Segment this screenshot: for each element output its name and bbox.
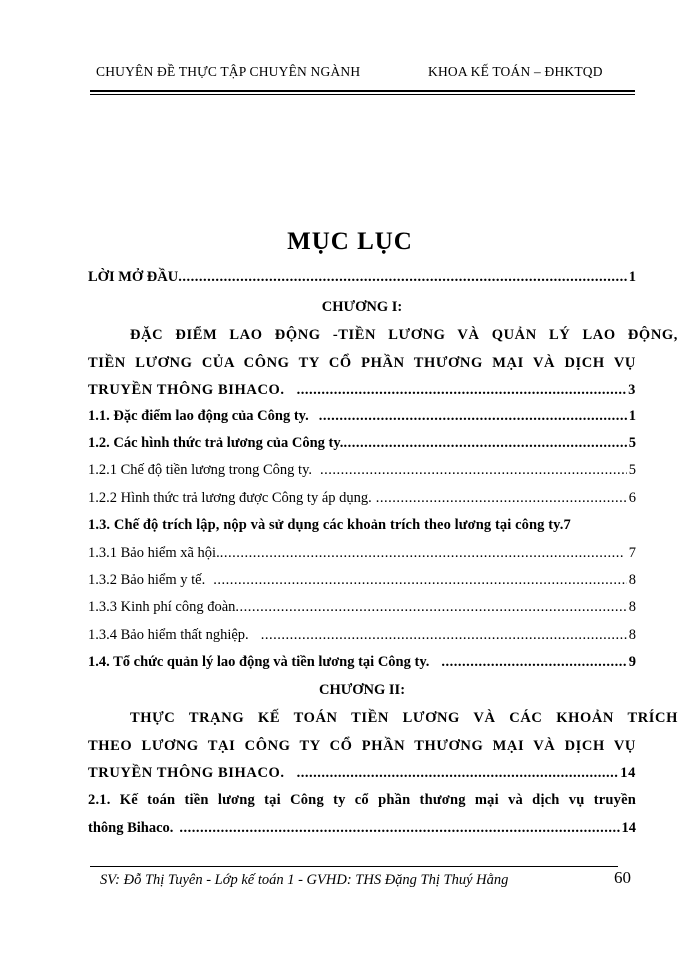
chapter2-title-line1: THỰC TRẠNG KẾ TOÁN TIỀN LƯƠNG VÀ CÁC KHOẢN TRÍCH: [130, 710, 678, 726]
toc-entry-page: 14: [621, 820, 636, 836]
page-number: 60: [614, 868, 631, 887]
footer-rule: [90, 866, 618, 867]
dot-leader: [285, 378, 627, 402]
toc-entry-text: 1.2. Các hình thức trả lương của Công ty.: [88, 435, 344, 451]
toc-entry-text: 1.3.2 Bảo hiểm y tế.: [88, 572, 206, 588]
toc-entry-1-3-1[interactable]: [88, 541, 636, 565]
toc-entry-page: 9: [628, 654, 636, 670]
toc-entry-page: 1: [628, 269, 636, 285]
toc-entry-page: 5: [628, 462, 636, 478]
toc-entry-page: 8: [628, 572, 636, 588]
page-footer: SV: Đỗ Thị Tuyên - Lớp kế toán 1 - GVHD: THS Đặng Thị Thuý Hằng: [100, 872, 509, 888]
toc-entry-text: LỜI MỞ ĐẦU: [88, 269, 179, 285]
toc-entry-page: 6: [628, 490, 636, 506]
page-title: MỤC LỤC: [287, 228, 413, 255]
chapter1-title-line1: ĐẶC ĐIỂM LAO ĐỘNG -TIỀN LƯƠNG VÀ QUẢN LÝ LAO ĐỘNG,: [130, 327, 678, 343]
toc-entry-chapter2[interactable]: [88, 761, 636, 785]
dot-leader: [173, 816, 619, 840]
toc-entry-page: 7: [628, 545, 636, 561]
header-left: CHUYÊN ĐỀ THỰC TẬP CHUYÊN NGÀNH: [96, 64, 361, 79]
toc-entry-1-2[interactable]: [88, 431, 636, 455]
dot-leader: [205, 568, 627, 592]
toc-entry-text: 1.4. Tổ chức quản lý lao động và tiền lương tại Công ty.: [88, 654, 430, 670]
dot-leader: [235, 595, 626, 619]
toc-entry-text: 1.3.1 Bảo hiểm xã hội.: [88, 545, 220, 561]
toc-entry-1-2-1[interactable]: [88, 458, 636, 482]
toc-entry-text: thông Bihaco.: [88, 820, 174, 836]
dot-leader: [249, 623, 627, 647]
toc-entry-text: 1.2.1 Chế độ tiền lương trong Công ty.: [88, 462, 313, 478]
toc-entry-2-1[interactable]: [88, 816, 636, 840]
dot-leader: [312, 458, 627, 482]
toc-entry-text: 1.3.4 Bảo hiểm thất nghiệp.: [88, 627, 249, 643]
toc-entry-text: 1.1. Đặc điểm lao động của Công ty.: [88, 408, 309, 424]
toc-entry-page: 8: [628, 599, 636, 615]
toc-entry-text: 1.3.3 Kinh phí công đoàn: [88, 599, 236, 615]
chapter2-title-line2: THEO LƯƠNG TẠI CÔNG TY CỔ PHẦN THƯƠNG MẠI VÀ DỊCH VỤ: [88, 738, 636, 754]
chapter2-title-line3: TRUYỀN THÔNG BIHACO.: [88, 765, 285, 781]
dot-leader: [343, 431, 626, 455]
toc-entry-chapter1[interactable]: [88, 378, 636, 402]
dot-leader: [285, 761, 619, 785]
toc-entry-1-2-2[interactable]: [88, 486, 636, 510]
toc-entry-page: 14: [620, 765, 636, 781]
toc-entry-1-3-4[interactable]: [88, 623, 636, 647]
dot-leader: [429, 650, 626, 674]
dot-leader: [309, 404, 627, 428]
toc-entry-text: 1.2.2 Hình thức trả lương được Công ty áp dụng.: [88, 490, 372, 506]
toc-entry-page: 1: [628, 408, 636, 424]
dot-leader: [220, 541, 623, 565]
dot-leader: [178, 265, 627, 289]
toc-entry-page: 8: [628, 627, 636, 643]
toc-entry-2-1-line1[interactable]: 2.1. Kế toán tiền lương tại Công ty cổ phần thương mại và dịch vụ truyền: [88, 792, 636, 808]
toc-entry-1-4[interactable]: [88, 650, 636, 674]
toc-entry-1-3-3[interactable]: [88, 595, 636, 619]
toc-entry-page: 7: [563, 517, 571, 533]
toc-entry-1-1[interactable]: [88, 404, 636, 428]
dot-leader: [372, 486, 627, 510]
toc-entry-page: 5: [628, 435, 636, 451]
toc-entry-1-3[interactable]: [88, 513, 636, 537]
toc-entry-1-3-2[interactable]: [88, 568, 636, 592]
chapter1-heading: CHƯƠNG I:: [321, 299, 403, 315]
chapter1-title-line3: TRUYỀN THÔNG BIHACO.: [88, 382, 285, 398]
toc-entry-intro[interactable]: [88, 265, 636, 289]
toc-entry-page: 3: [628, 382, 636, 398]
header-rule: [90, 90, 635, 92]
header-right: KHOA KẾ TOÁN – ĐHKTQD: [428, 64, 603, 79]
toc-entry-text: 1.3. Chế độ trích lập, nộp và sử dụng các khoản trích theo lương tại công ty.: [88, 517, 564, 533]
chapter1-title-line2: TIỀN LƯƠNG CỦA CÔNG TY CỔ PHẦN THƯƠNG MẠI VÀ DỊCH VỤ: [88, 355, 636, 371]
chapter2-heading: CHƯƠNG II:: [318, 682, 406, 698]
header-rule-thin: [90, 94, 635, 95]
